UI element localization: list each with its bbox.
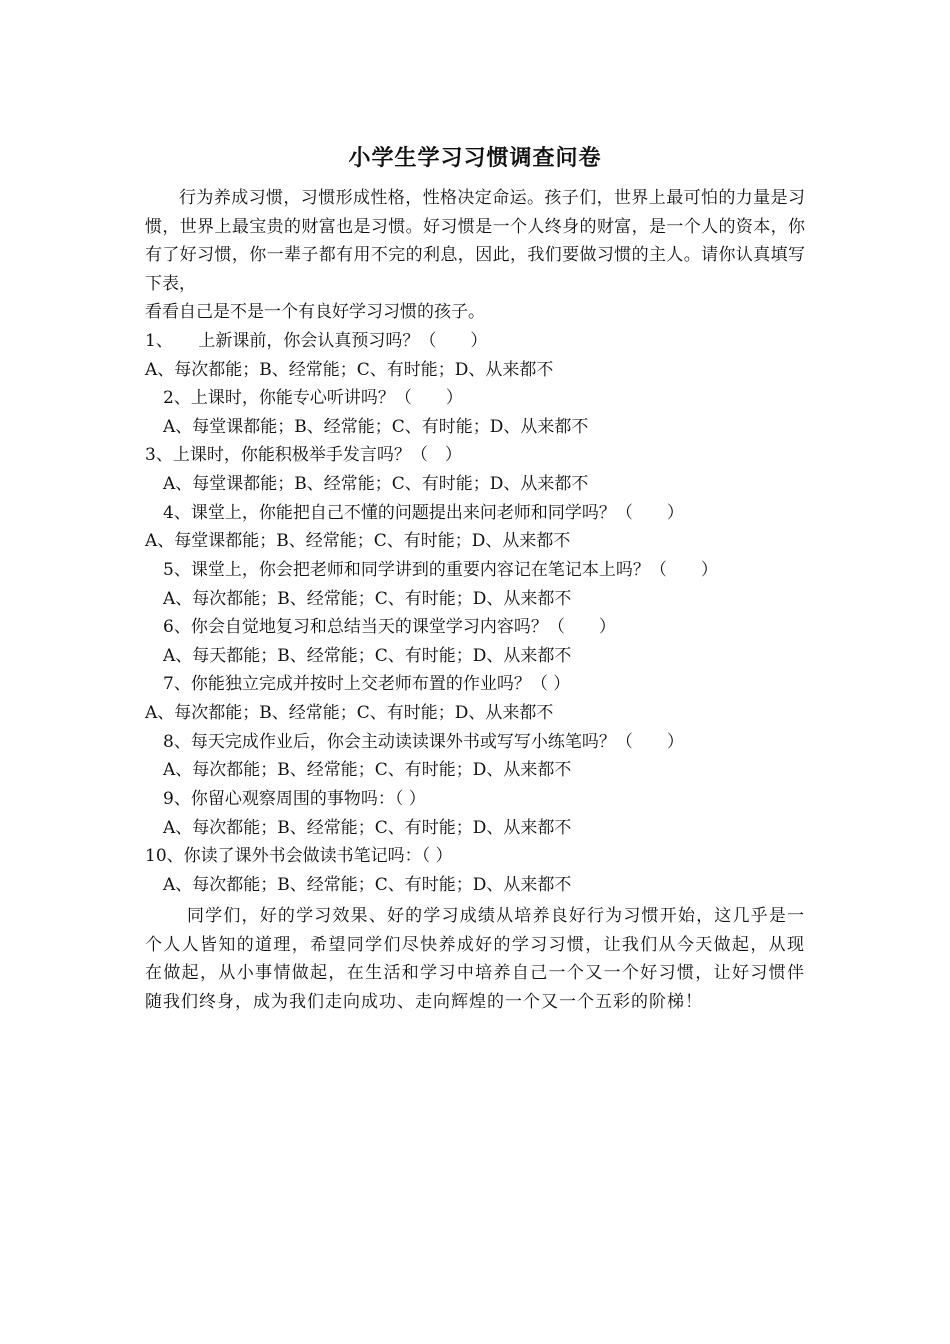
document-title: 小学生学习习惯调查问卷 <box>348 145 602 171</box>
closing-paragraph: 同学们，好的学习效果、好的学习成绩从培养良好行为习惯开始，这几乎是一个人人皆知的道理，希望同学们尽快养成好的学习习惯，让我们从今天做起，从现在做起，从小事情做起，在生活和学习中培养自己一个又一个好习惯，让好习惯伴随我们终身，成为我们走向成功、走向辉煌的一个又一个五彩的阶梯！ <box>145 906 805 1012</box>
question-7: 7、你能独立完成并按时上交老师布置的作业吗？（ ） <box>163 674 571 694</box>
answer-options-8: A、每次都能；B、经常能；C、有时能；D、从来都不 <box>163 760 572 780</box>
answer-options-7: A、每次都能；B、经常能；C、有时能；D、从来都不 <box>145 703 554 723</box>
intro-line-2: 看看自己是不是一个有良好学习习惯的孩子。 <box>145 302 485 322</box>
question-6: 6、你会自觉地复习和总结当天的课堂学习内容吗？（ ） <box>163 617 616 637</box>
question-5: 5、课堂上，你会把老师和同学讲到的重要内容记在笔记本上吗？（ ） <box>163 560 718 580</box>
answer-options-4: A、每堂课都能；B、经常能；C、有时能；D、从来都不 <box>145 531 571 551</box>
question-9: 9、你留心观察周围的事物吗：（ ） <box>163 789 426 809</box>
question-2: 2、上课时，你能专心听讲吗？（ ） <box>163 388 463 408</box>
answer-options-3: A、每堂课都能；B、经常能；C、有时能；D、从来都不 <box>163 474 589 494</box>
question-10: 10、你读了课外书会做读书笔记吗：（ ） <box>145 846 453 866</box>
answer-options-9: A、每次都能；B、经常能；C、有时能；D、从来都不 <box>163 818 572 838</box>
intro-paragraph: 行为养成习惯，习惯形成性格，性格决定命运。孩子们，世界上最可怕的力量是习惯，世界上最宝贵的财富也是习惯。好习惯是一个人终身的财富，是一个人的资本，你有了好习惯，你一辈子都有用不完的利息，因此，我们要做习惯的主人。请你认真填写下表， <box>145 188 805 294</box>
question-4: 4、课堂上，你能把自己不懂的问题提出来问老师和同学吗？（ ） <box>163 503 684 523</box>
answer-options-6: A、每天都能；B、经常能；C、有时能；D、从来都不 <box>163 646 572 666</box>
answer-options-1: A、每次都能；B、经常能；C、有时能；D、从来都不 <box>145 360 554 380</box>
question-8: 8、每天完成作业后，你会主动读读课外书或写写小练笔吗？（ ） <box>163 732 684 752</box>
question-3: 3、上课时，你能积极举手发言吗？（ ） <box>145 445 462 465</box>
question-1: 1、 上新课前，你会认真预习吗？（ ） <box>145 331 488 351</box>
answer-options-2: A、每堂课都能；B、经常能；C、有时能；D、从来都不 <box>163 417 589 437</box>
answer-options-5: A、每次都能；B、经常能；C、有时能；D、从来都不 <box>163 589 572 609</box>
answer-options-10: A、每次都能；B、经常能；C、有时能；D、从来都不 <box>163 875 572 895</box>
